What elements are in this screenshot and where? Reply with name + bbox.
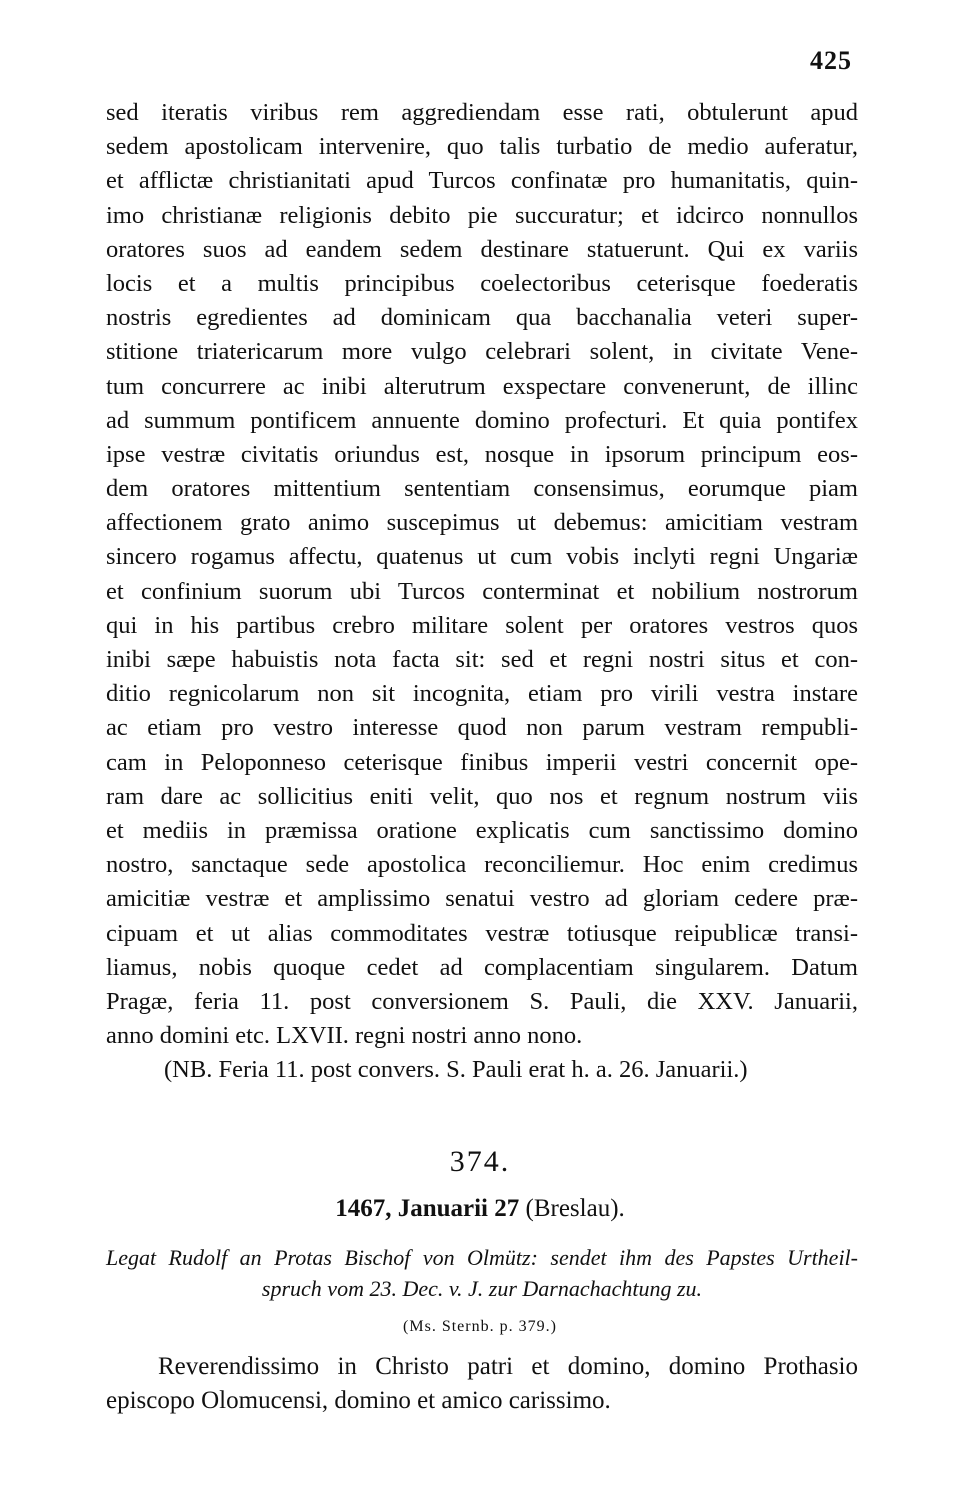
page-number: 425	[810, 46, 852, 75]
body-line: affectionem grato animo suscepimus ut debemus: amicitiam vestram	[106, 509, 858, 537]
body-line: ac etiam pro vestro interesse quod non parum vestram rempubli-	[106, 714, 858, 742]
body-line: dem oratores mittentium sententiam consensimus, eorumque piam	[106, 475, 858, 503]
body-line: sincero rogamus affectu, quatenus ut cum vobis inclyti regni Ungariæ	[106, 543, 858, 571]
body-line: et mediis in præmissa oratione explicatis cum sanctissimo domino	[106, 816, 858, 844]
body-line: cipuam et ut alias commoditates vestræ totiusque reipublicæ transi-	[106, 919, 858, 947]
salutation	[106, 1350, 858, 1418]
body-line: sedem apostolicam intervenire, quo talis turbatio de medio auferatur,	[106, 133, 858, 161]
body-line: ram dare ac sollicitius eniti velit, quo nos et regnum nostrum viis	[106, 782, 858, 810]
regest-line: spruch vom 23. Dec. v. J. zur Darnachachtung zu.	[261, 1276, 703, 1301]
document-date: 1467, Januarii 27	[335, 1195, 520, 1222]
body-line: amicitiæ vestræ et amplissimo senatui vestro ad gloriam cedere præ-	[106, 885, 858, 913]
body-line: inibi sæpe habuistis nota facta sit: sed et regni nostri situs et con-	[106, 646, 858, 673]
regest-line: Legat Rudolf an Protas Bischof von Olmütz: sendet ihm des Papstes Urtheil-	[106, 1245, 858, 1270]
body-line: nostris egredientes ad dominicam qua bacchanalia veteri super-	[106, 304, 858, 332]
body-line: tum concurrere ac inibi alterutrum exspectare convenerunt, de illinc	[106, 372, 858, 400]
document-place: (Breslau).	[525, 1195, 625, 1222]
body-line: et afflictæ christianitati apud Turcos confinatæ pro humanitatis, quin-	[106, 167, 858, 195]
regest	[106, 1242, 858, 1304]
body-line: ad summum pontificem annuente domino profecturi. Et quia pontifex	[106, 406, 858, 434]
body-line: qui in his partibus crebro militare solent per oratores vestros quos	[106, 611, 858, 639]
body-line: et confinium suorum ubi Turcos conterminat et nobilium nostrorum	[106, 577, 858, 605]
body-line: liamus, nobis quoque cedet ad complacentiam singularem. Datum	[106, 953, 858, 981]
salutation-line: episcopo Olomucensi, domino et amico carissimo.	[106, 1387, 611, 1415]
document-number: 374.	[449, 1145, 511, 1178]
body-line: sed iteratis viribus rem aggrediendam esse rati, obtulerunt apud	[106, 99, 858, 126]
body-line: nostro, sanctaque sede apostolica reconciliemur. Hoc enim credimus	[106, 851, 858, 879]
letter-body	[106, 96, 858, 1087]
body-line: locis et a multis principibus coelectoribus ceterisque foederatis	[106, 269, 858, 297]
body-line: ditio regnicolarum non sit incognita, etiam pro virili vestra instare	[106, 680, 858, 708]
salutation-line: Reverendissimo in Christo patri et domino, domino Prothasio	[158, 1353, 858, 1380]
document-dateline	[0, 1195, 960, 1223]
body-line: Pragæ, feria 11. post conversionem S. Pauli, die XXV. Januarii,	[106, 987, 858, 1015]
body-line: oratores suos ad eandem sedem destinare statuerunt. Qui ex variis	[106, 235, 858, 263]
body-line: ipse vestræ civitatis oriundus est, nosque in ipsorum principum eos-	[106, 440, 858, 468]
editorial-note: (NB. Feria 11. post convers. S. Pauli erat h. a. 26. Januarii.)	[164, 1056, 748, 1084]
body-line: anno domini etc. LXVII. regni nostri anno nono.	[106, 1022, 583, 1050]
body-line: imo christianæ religionis debito pie succuratur; et idcirco nonnullos	[106, 201, 858, 229]
source-reference: (Ms. Sternb. p. 379.)	[403, 1318, 557, 1335]
body-line: stitione triatericarum more vulgo celebrari solent, in civitate Vene-	[106, 338, 858, 366]
body-line: cam in Peloponneso ceterisque finibus imperii vestri concernit ope-	[106, 748, 858, 776]
